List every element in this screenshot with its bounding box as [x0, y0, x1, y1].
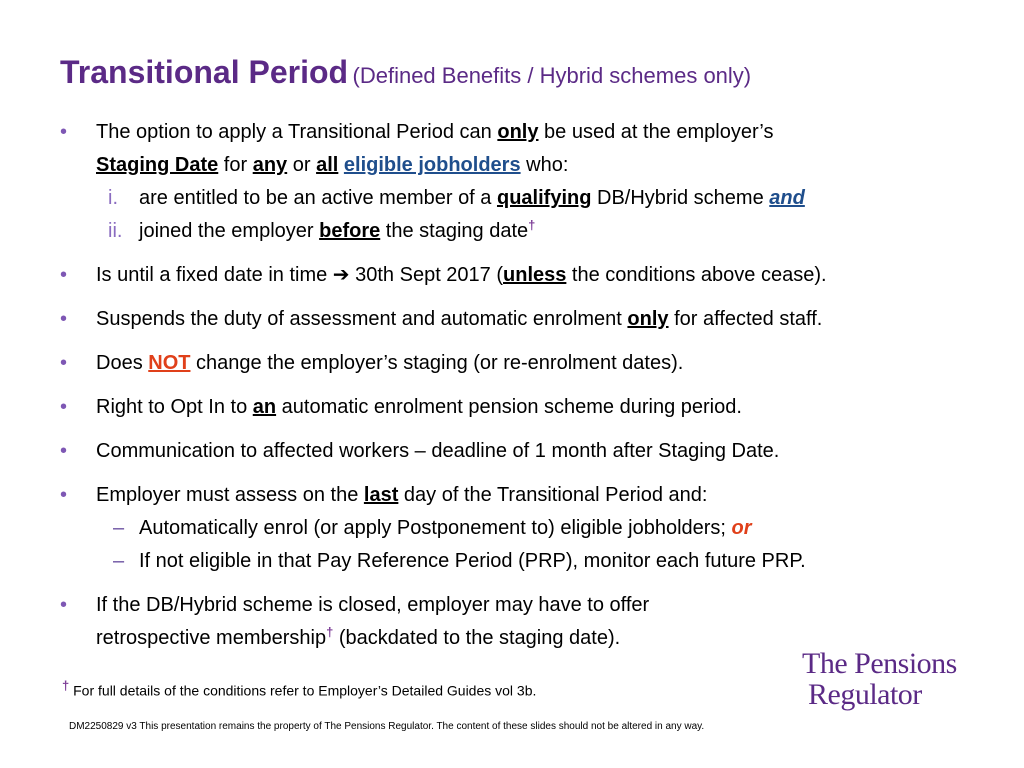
- logo-line-2: Regulator: [808, 678, 922, 711]
- footnote: [62, 678, 536, 699]
- bullet-closed-scheme: [60, 589, 1010, 655]
- slide-title: [60, 54, 751, 91]
- text: The option to apply a Transitional Period can: [96, 121, 498, 143]
- emphasis-and: and: [769, 187, 805, 209]
- bullet-marker: •: [60, 352, 68, 374]
- emphasis-not: NOT: [148, 352, 191, 374]
- emphasis-last: last: [363, 484, 399, 506]
- footnote-text: For full details of the conditions refer to Employer’s Detailed Guides vol 3b.: [73, 682, 537, 699]
- text: for: [218, 154, 253, 176]
- title-subtitle: (Defined Benefits / Hybrid schemes only): [352, 63, 752, 88]
- emphasis-staging-date: Staging Date: [96, 154, 219, 176]
- title-main: Transitional Period: [60, 54, 349, 90]
- bullet-text: [96, 116, 1010, 182]
- text: Right to Opt In to: [96, 396, 253, 418]
- text: joined the employer: [139, 220, 320, 242]
- roman-marker: i.: [108, 187, 118, 209]
- pensions-regulator-logo: [802, 648, 957, 710]
- emphasis-all: all: [316, 154, 339, 176]
- text: automatic enrolment pension scheme during period.: [276, 396, 742, 418]
- dash-marker: –: [113, 550, 125, 572]
- text: be used at the employer’s: [538, 121, 774, 143]
- text: Communication to affected workers – deadline of 1 month after Staging Date.: [96, 440, 780, 462]
- dagger-mark: †: [528, 217, 536, 233]
- bullet-marker: •: [60, 308, 68, 330]
- bullet-marker: •: [60, 396, 68, 418]
- eligible-jobholders-link[interactable]: eligible jobholders: [343, 154, 521, 176]
- text: Suspends the duty of assessment and automatic enrolment: [96, 308, 628, 330]
- sub-item-monitor: [96, 545, 1010, 578]
- bullet-fixed-date: [60, 259, 1010, 292]
- dash-marker: –: [113, 517, 125, 539]
- sub-list: [96, 512, 1010, 578]
- text: or: [287, 154, 317, 176]
- bullet-marker: •: [60, 594, 68, 616]
- bullet-does-not: [60, 347, 1010, 380]
- sub-list: [96, 182, 1010, 248]
- emphasis-only: only: [497, 121, 539, 143]
- bullet-marker: •: [60, 264, 68, 286]
- bullet-text: [96, 479, 1010, 512]
- emphasis-or: or: [731, 517, 752, 539]
- bullet-marker: •: [60, 440, 68, 462]
- logo-line-1: The Pensions: [802, 647, 957, 680]
- dagger-mark: †: [326, 624, 334, 640]
- bullet-text: [96, 589, 1010, 655]
- bullet-marker: •: [60, 484, 68, 506]
- text: who:: [520, 154, 569, 176]
- text: for affected staff.: [668, 308, 823, 330]
- text: day of the Transitional Period and:: [398, 484, 708, 506]
- text: the staging date: [380, 220, 529, 242]
- text: change the employer’s staging (or re-enrolment dates).: [190, 352, 684, 374]
- bullet-option: [60, 116, 1010, 248]
- bullet-list: [60, 116, 1010, 666]
- text: If the DB/Hybrid scheme is closed, employer may have to offer: [96, 594, 650, 616]
- text: Does: [96, 352, 149, 374]
- emphasis-only: only: [627, 308, 669, 330]
- sub-item-joined: [96, 215, 1010, 248]
- text: retrospective membership: [96, 627, 327, 649]
- dagger-mark: †: [62, 678, 70, 693]
- sub-item-enrol: [96, 512, 1010, 545]
- emphasis-before: before: [319, 220, 381, 242]
- emphasis-an: an: [252, 396, 277, 418]
- emphasis-qualifying: qualifying: [496, 187, 592, 209]
- emphasis-any: any: [252, 154, 288, 176]
- text: are entitled to be an active member of a: [139, 187, 497, 209]
- text: Is until a fixed date in time: [96, 264, 333, 286]
- roman-marker: ii.: [108, 220, 123, 242]
- sub-item-entitled: [96, 182, 1010, 215]
- legal-notice: DM2250829 v3 This presentation remains the property of The Pensions Regulator. The content of these slides should not be altered in any way.: [69, 721, 705, 732]
- text: (backdated to the staging date).: [333, 627, 621, 649]
- text: DB/Hybrid scheme: [591, 187, 770, 209]
- bullet-marker: •: [60, 121, 68, 143]
- text: If not eligible in that Pay Reference Period (PRP), monitor each future PRP.: [139, 550, 806, 572]
- text: the conditions above cease).: [566, 264, 827, 286]
- text: Automatically enrol (or apply Postponement to) eligible jobholders;: [139, 517, 732, 539]
- bullet-communication: [60, 435, 1010, 468]
- text: 30th Sept 2017 (: [349, 264, 504, 286]
- text: Employer must assess on the: [96, 484, 364, 506]
- emphasis-unless: unless: [503, 264, 567, 286]
- arrow-right-icon: ➔: [332, 264, 350, 286]
- bullet-assess: [60, 479, 1010, 578]
- bullet-suspends: [60, 303, 1010, 336]
- bullet-opt-in: [60, 391, 1010, 424]
